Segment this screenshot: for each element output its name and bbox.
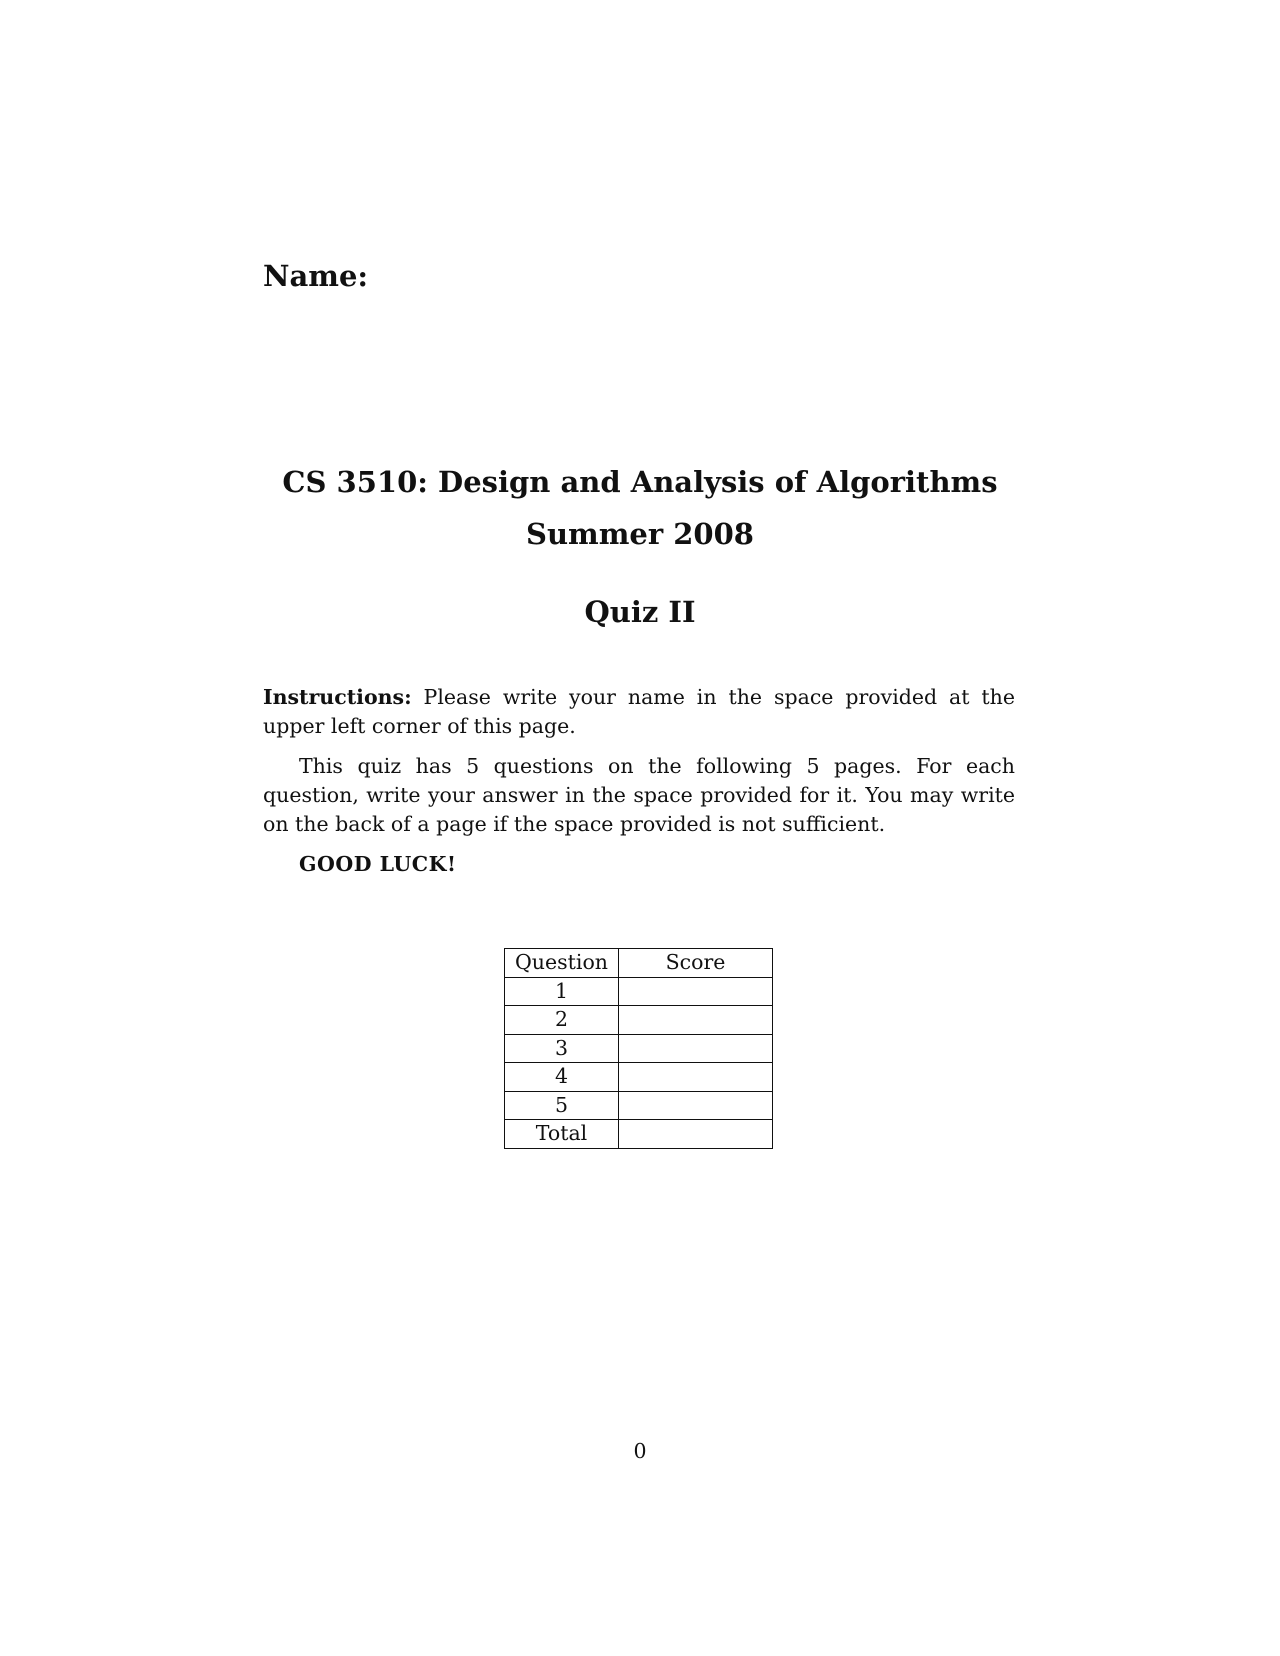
question-cell: 4 bbox=[505, 1063, 619, 1092]
score-cell bbox=[619, 1034, 773, 1063]
quiz-description: This quiz has 5 questions on the following 5 pages. For each question, write your answer in the space provided for it. You may write on the back of a page if the space provided is not sufficient. bbox=[263, 754, 1015, 836]
score-column-header: Score bbox=[619, 949, 773, 978]
table-row bbox=[505, 1034, 773, 1063]
instructions-text: Please write your name in the space provided at the upper left corner of this page. bbox=[263, 685, 1015, 738]
table-row-total bbox=[505, 1120, 773, 1149]
score-cell bbox=[619, 1063, 773, 1092]
course-title: CS 3510: Design and Analysis of Algorithms bbox=[282, 465, 998, 499]
page-number: 0 bbox=[633, 1439, 647, 1463]
table-row bbox=[505, 1006, 773, 1035]
table-row bbox=[505, 1091, 773, 1120]
good-luck-text: GOOD LUCK! bbox=[299, 852, 457, 876]
score-table bbox=[504, 948, 773, 1149]
instructions-section bbox=[263, 683, 1015, 879]
question-cell: 1 bbox=[505, 977, 619, 1006]
score-cell bbox=[619, 977, 773, 1006]
score-cell bbox=[619, 1091, 773, 1120]
instructions-paragraph bbox=[263, 683, 1015, 741]
term-label: Summer 2008 bbox=[526, 517, 754, 551]
name-label: Name: bbox=[263, 259, 369, 293]
score-cell bbox=[619, 1006, 773, 1035]
table-row bbox=[505, 977, 773, 1006]
total-label-cell: Total bbox=[505, 1120, 619, 1149]
question-cell: 3 bbox=[505, 1034, 619, 1063]
total-score-cell bbox=[619, 1120, 773, 1149]
score-table-header-row bbox=[505, 949, 773, 978]
question-cell: 5 bbox=[505, 1091, 619, 1120]
question-cell: 2 bbox=[505, 1006, 619, 1035]
table-row bbox=[505, 1063, 773, 1092]
quiz-title: Quiz II bbox=[584, 595, 696, 629]
question-column-header: Question bbox=[505, 949, 619, 978]
instructions-lead: Instructions: bbox=[263, 685, 412, 709]
